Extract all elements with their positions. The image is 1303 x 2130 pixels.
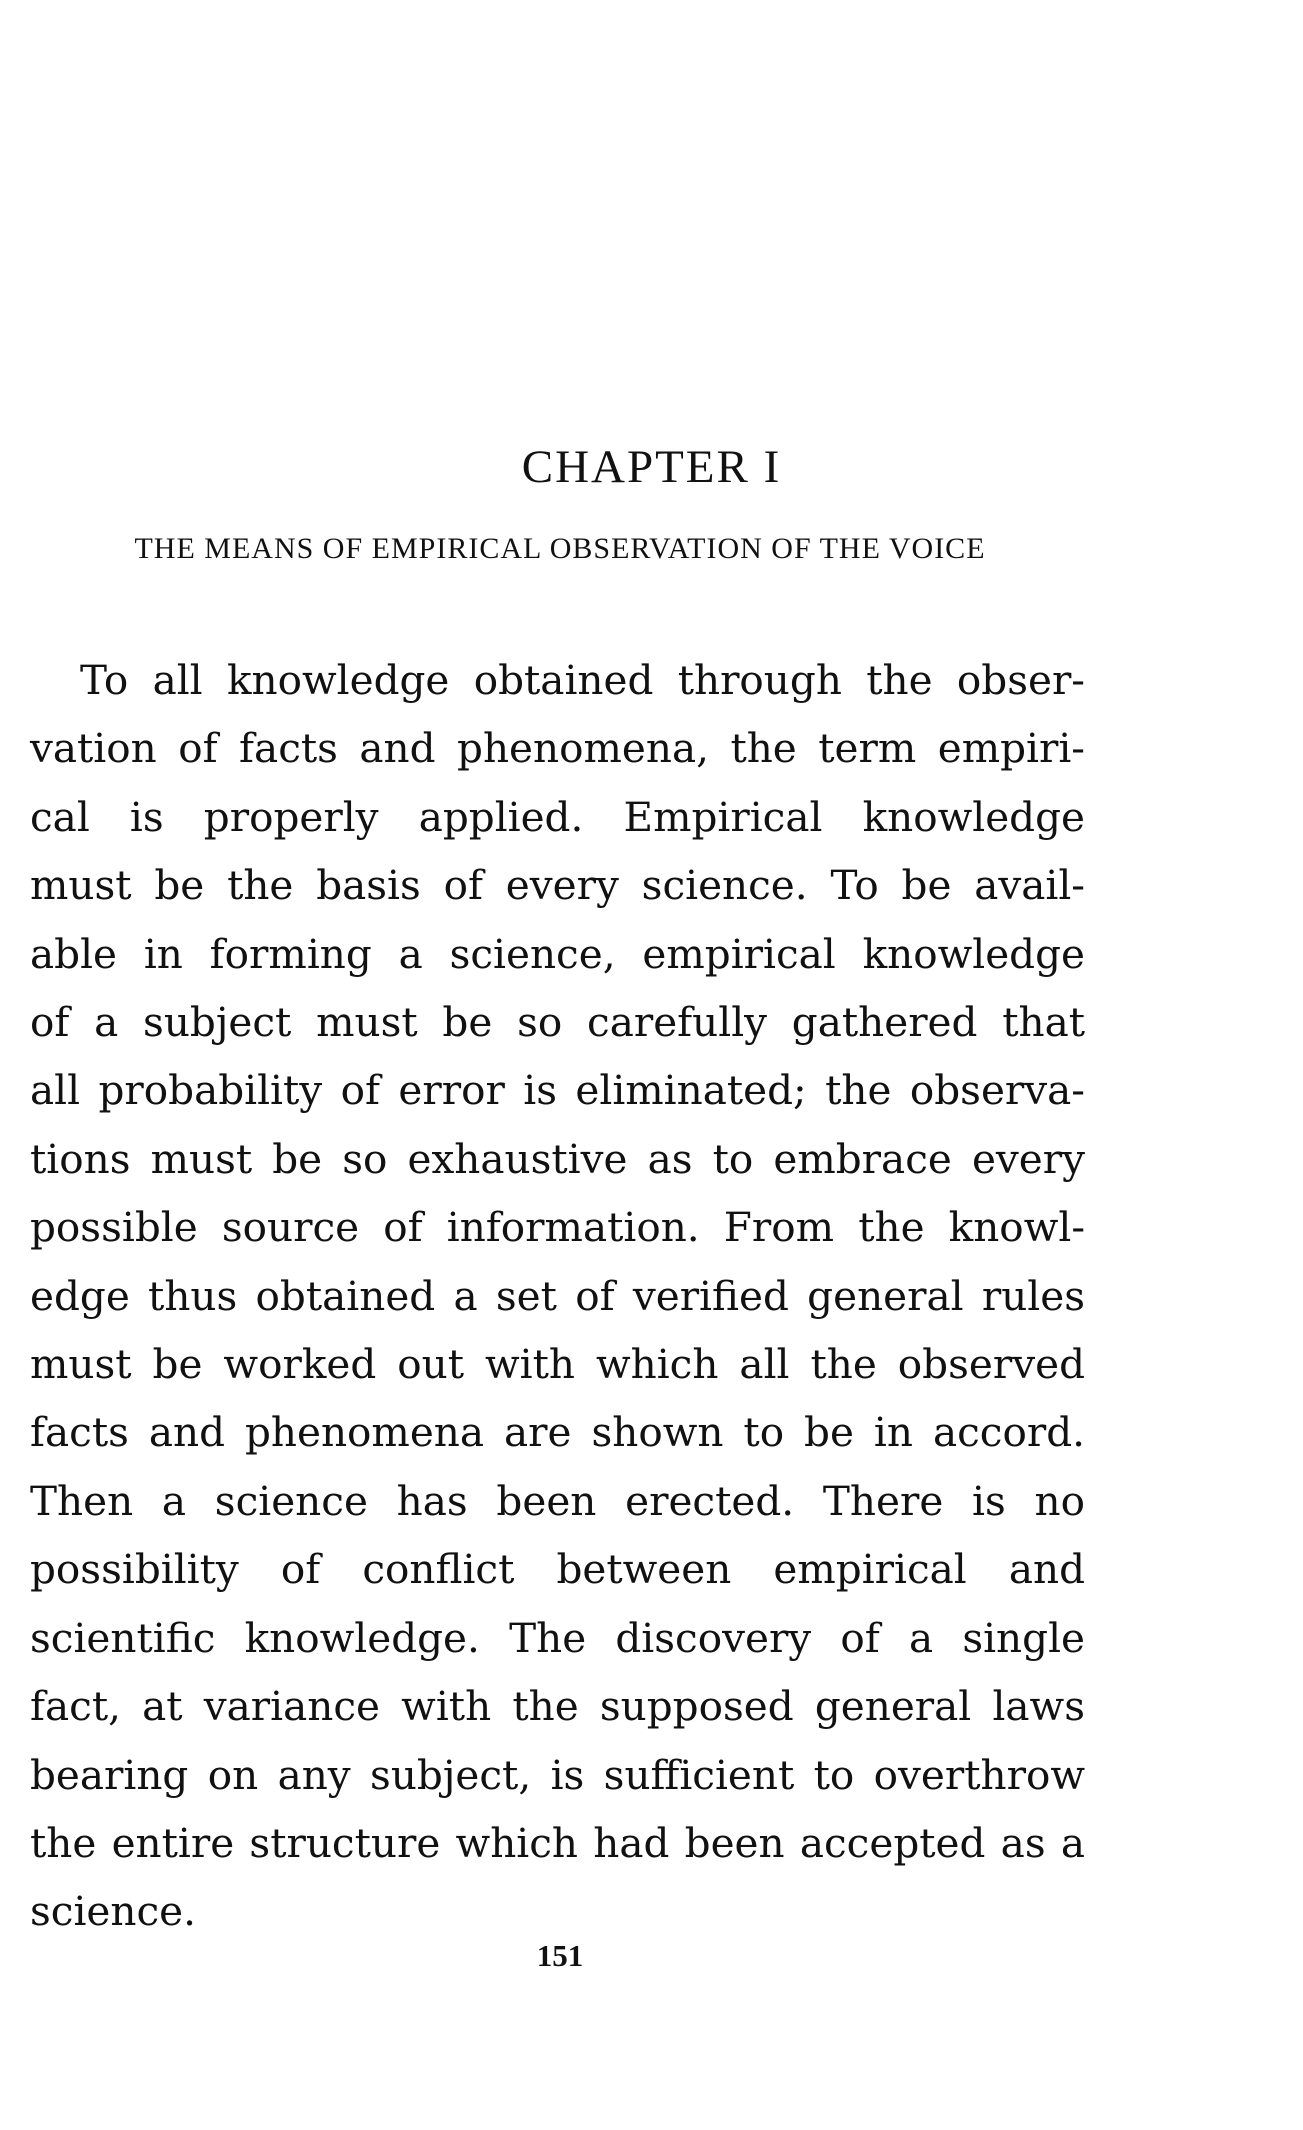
text-line: science. xyxy=(30,1887,196,1936)
text-line: possibility of conflict between empirical and xyxy=(30,1545,1085,1594)
text-line: fact, at variance with the supposed general laws xyxy=(30,1682,1085,1731)
text-line: bearing on any subject, is sufficient to overthrow xyxy=(30,1750,1085,1799)
text-line: able in forming a science, empirical knowledge xyxy=(30,929,1085,978)
text-line: Then a science has been erected. There is no xyxy=(30,1476,1085,1525)
text-line: tions must be so exhaustive as to embrace every xyxy=(30,1134,1085,1183)
text-line: all probability of error is eliminated; the observa- xyxy=(30,1066,1085,1115)
text-line: of a subject must be so carefully gathered that xyxy=(30,998,1085,1047)
body-paragraph xyxy=(30,646,1085,1946)
chapter-subtitle: THE MEANS OF EMPIRICAL OBSERVATION OF THE VOICE xyxy=(134,532,986,565)
text-line: To all knowledge obtained through the obser- xyxy=(80,656,1085,704)
text-line: cal is properly applied. Empirical knowledge xyxy=(30,792,1085,841)
text-line: must be worked out with which all the observed xyxy=(30,1340,1085,1389)
text-line: possible source of information. From the knowl- xyxy=(30,1203,1085,1252)
text-line: must be the basis of every science. To be avail- xyxy=(30,861,1085,910)
chapter-heading: CHAPTER I xyxy=(521,441,782,493)
text-line: facts and phenomena are shown to be in accord. xyxy=(30,1408,1085,1457)
text-line: the entire structure which had been accepted as a xyxy=(30,1818,1085,1867)
text-line: scientific knowledge. The discovery of a single xyxy=(30,1613,1085,1662)
text-line: vation of facts and phenomena, the term empiri- xyxy=(30,724,1085,773)
page-number: 151 xyxy=(536,1938,584,1973)
text-line: edge thus obtained a set of verified general rules xyxy=(30,1271,1085,1320)
